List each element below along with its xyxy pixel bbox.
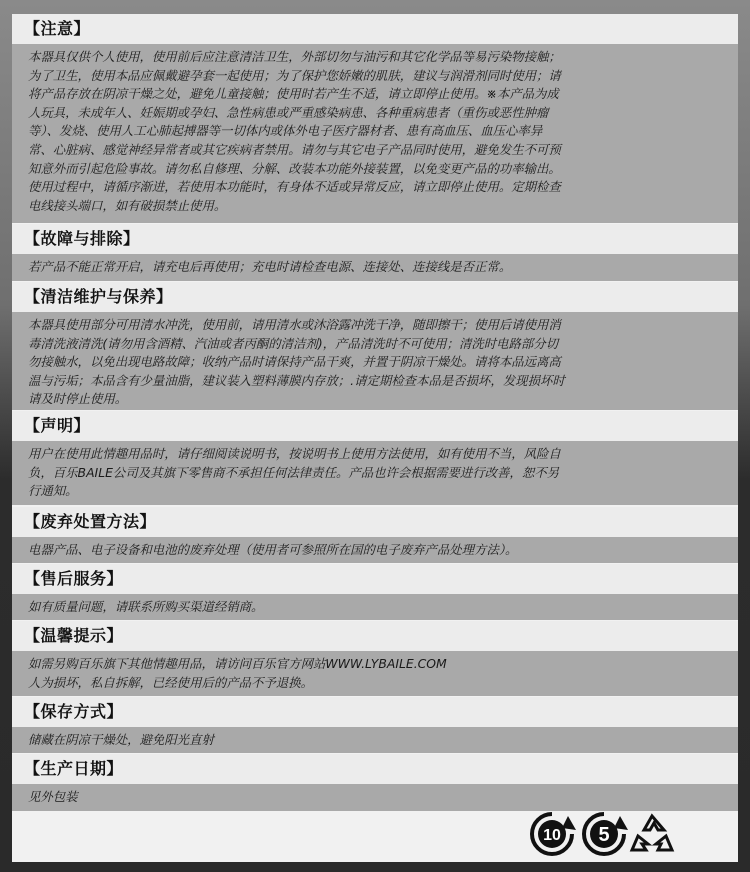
section-after-sales: [12, 564, 738, 620]
section-caution: [12, 14, 738, 223]
section-title: 【声明】: [12, 411, 738, 441]
environmental-symbols: [528, 810, 676, 858]
body-line: 人玩具，未成年人、妊娠期或孕妇、急性病患或严重感染病患、各种重病患者（重伤或恶性肿瘤: [28, 104, 549, 120]
body-line: 如需另购百乐旗下其他情趣用品，请访问百乐官方网站WWW.LYBAILE.COM: [28, 656, 447, 671]
section-production-date: [12, 754, 738, 811]
body-line: 勿接触水，以免出现电路故障；收纳产品时请保持产品干爽，并置于阴凉干燥处。请将本品远离高: [28, 354, 561, 370]
section-title: 【清洁维护与保养】: [12, 282, 738, 312]
section-troubleshooting: [12, 224, 738, 281]
body-line: 知意外而引起危险事故。请勿私自修理、分解、改装本功能外接装置，以免变更产品的功率输出。: [28, 160, 561, 176]
section-body: [12, 312, 738, 410]
body-line: 本器具使用部分可用清水冲洗，使用前，请用清水或沐浴露冲洗干净，随即擦干；使用后请使用消: [28, 317, 561, 332]
badge-5-label: 5: [598, 824, 610, 846]
body-line: 如有质量问题，请联系所购买渠道经销商。: [28, 599, 264, 614]
section-title: 【保存方式】: [12, 697, 738, 727]
section-body: [12, 44, 738, 223]
section-body: [12, 784, 738, 811]
body-line: 温与污垢；本品含有少量油脂，建议装入塑料薄膜内存放；.请定期检查本品是否损坏，发现损坏时: [28, 372, 565, 388]
section-storage: [12, 697, 738, 753]
epup-10-icon: [532, 814, 576, 854]
section-cleaning: [12, 282, 738, 410]
section-body: [12, 727, 738, 753]
section-tips: [12, 621, 738, 696]
body-line: 电线接头端口，如有破损禁止使用。: [28, 197, 227, 213]
badge-10-label: 10: [543, 827, 561, 844]
body-line: 等）、发烧、使用人工心肺起搏器等一切体内或体外电子医疗器材者、患有高血压、血压心率异: [28, 123, 543, 139]
body-line: 负，百乐BAILE公司及其旗下零售商不承担任何法律责任。产品也许会根据需要进行改善，恕不另: [28, 464, 559, 480]
body-line: 毒清洗液清洗(请勿用含酒精、汽油或者丙酮的清洁剂)，产品清洗时不可使用；清洗时电路部分切: [28, 335, 559, 351]
section-title: 【售后服务】: [12, 564, 738, 594]
body-line: 使用过程中，请循序渐进，若使用本功能时，有身体不适或异常反应，请立即停止使用。定期检查: [28, 179, 561, 195]
section-statement: [12, 411, 738, 505]
section-title: 【废弃处置方法】: [12, 507, 738, 537]
body-line: 储藏在阴凉干燥处，避免阳光直射: [28, 732, 214, 747]
section-title: 【故障与排除】: [12, 224, 738, 254]
section-body: [12, 651, 738, 696]
section-body: [12, 254, 738, 281]
body-line: 人为损坏，私自拆解，已经使用后的产品不予退换。: [28, 674, 313, 690]
section-body: [12, 594, 738, 620]
section-disposal: [12, 507, 738, 563]
body-line: 若产品不能正常开启，请充电后再使用；充电时请检查电源、连接处、连接线是否正常。: [28, 259, 512, 274]
body-line: 行通知。: [28, 483, 78, 499]
body-line: 用户在使用此情趣用品时，请仔细阅读说明书，按说明书上使用方法使用，如有使用不当，风险自: [28, 446, 561, 461]
body-line: 常、心脏病、感觉神经异常者或其它疾病者禁用。请勿与其它电子产品同时使用，避免发生不可预: [28, 141, 561, 157]
section-title: 【生产日期】: [12, 754, 738, 784]
section-title: 【温馨提示】: [12, 621, 738, 651]
section-body: [12, 537, 738, 563]
body-line: 请及时停止使用。: [28, 391, 128, 407]
epup-5-icon: [584, 814, 628, 854]
body-line: 将产品存放在阴凉干燥之处，避免儿童接触；使用时若产生不适，请立即停止使用。※本产品为成: [28, 86, 559, 102]
body-line: 为了卫生，使用本品应佩戴避孕套一起使用；为了保护您娇嫩的肌肤，建议与润滑剂同时使用；请: [28, 67, 561, 83]
recycle-icon: [632, 816, 672, 850]
body-line: 见外包装: [28, 789, 78, 804]
section-title: 【注意】: [12, 14, 738, 44]
body-line: 本器具仅供个人使用，使用前后应注意清洁卫生，外部切勿与油污和其它化学品等易污染物接触；: [28, 49, 561, 64]
section-body: [12, 441, 738, 505]
body-line: 电器产品、电子设备和电池的废弃处理（使用者可参照所在国的电子废弃产品处理方法）。: [28, 542, 518, 557]
